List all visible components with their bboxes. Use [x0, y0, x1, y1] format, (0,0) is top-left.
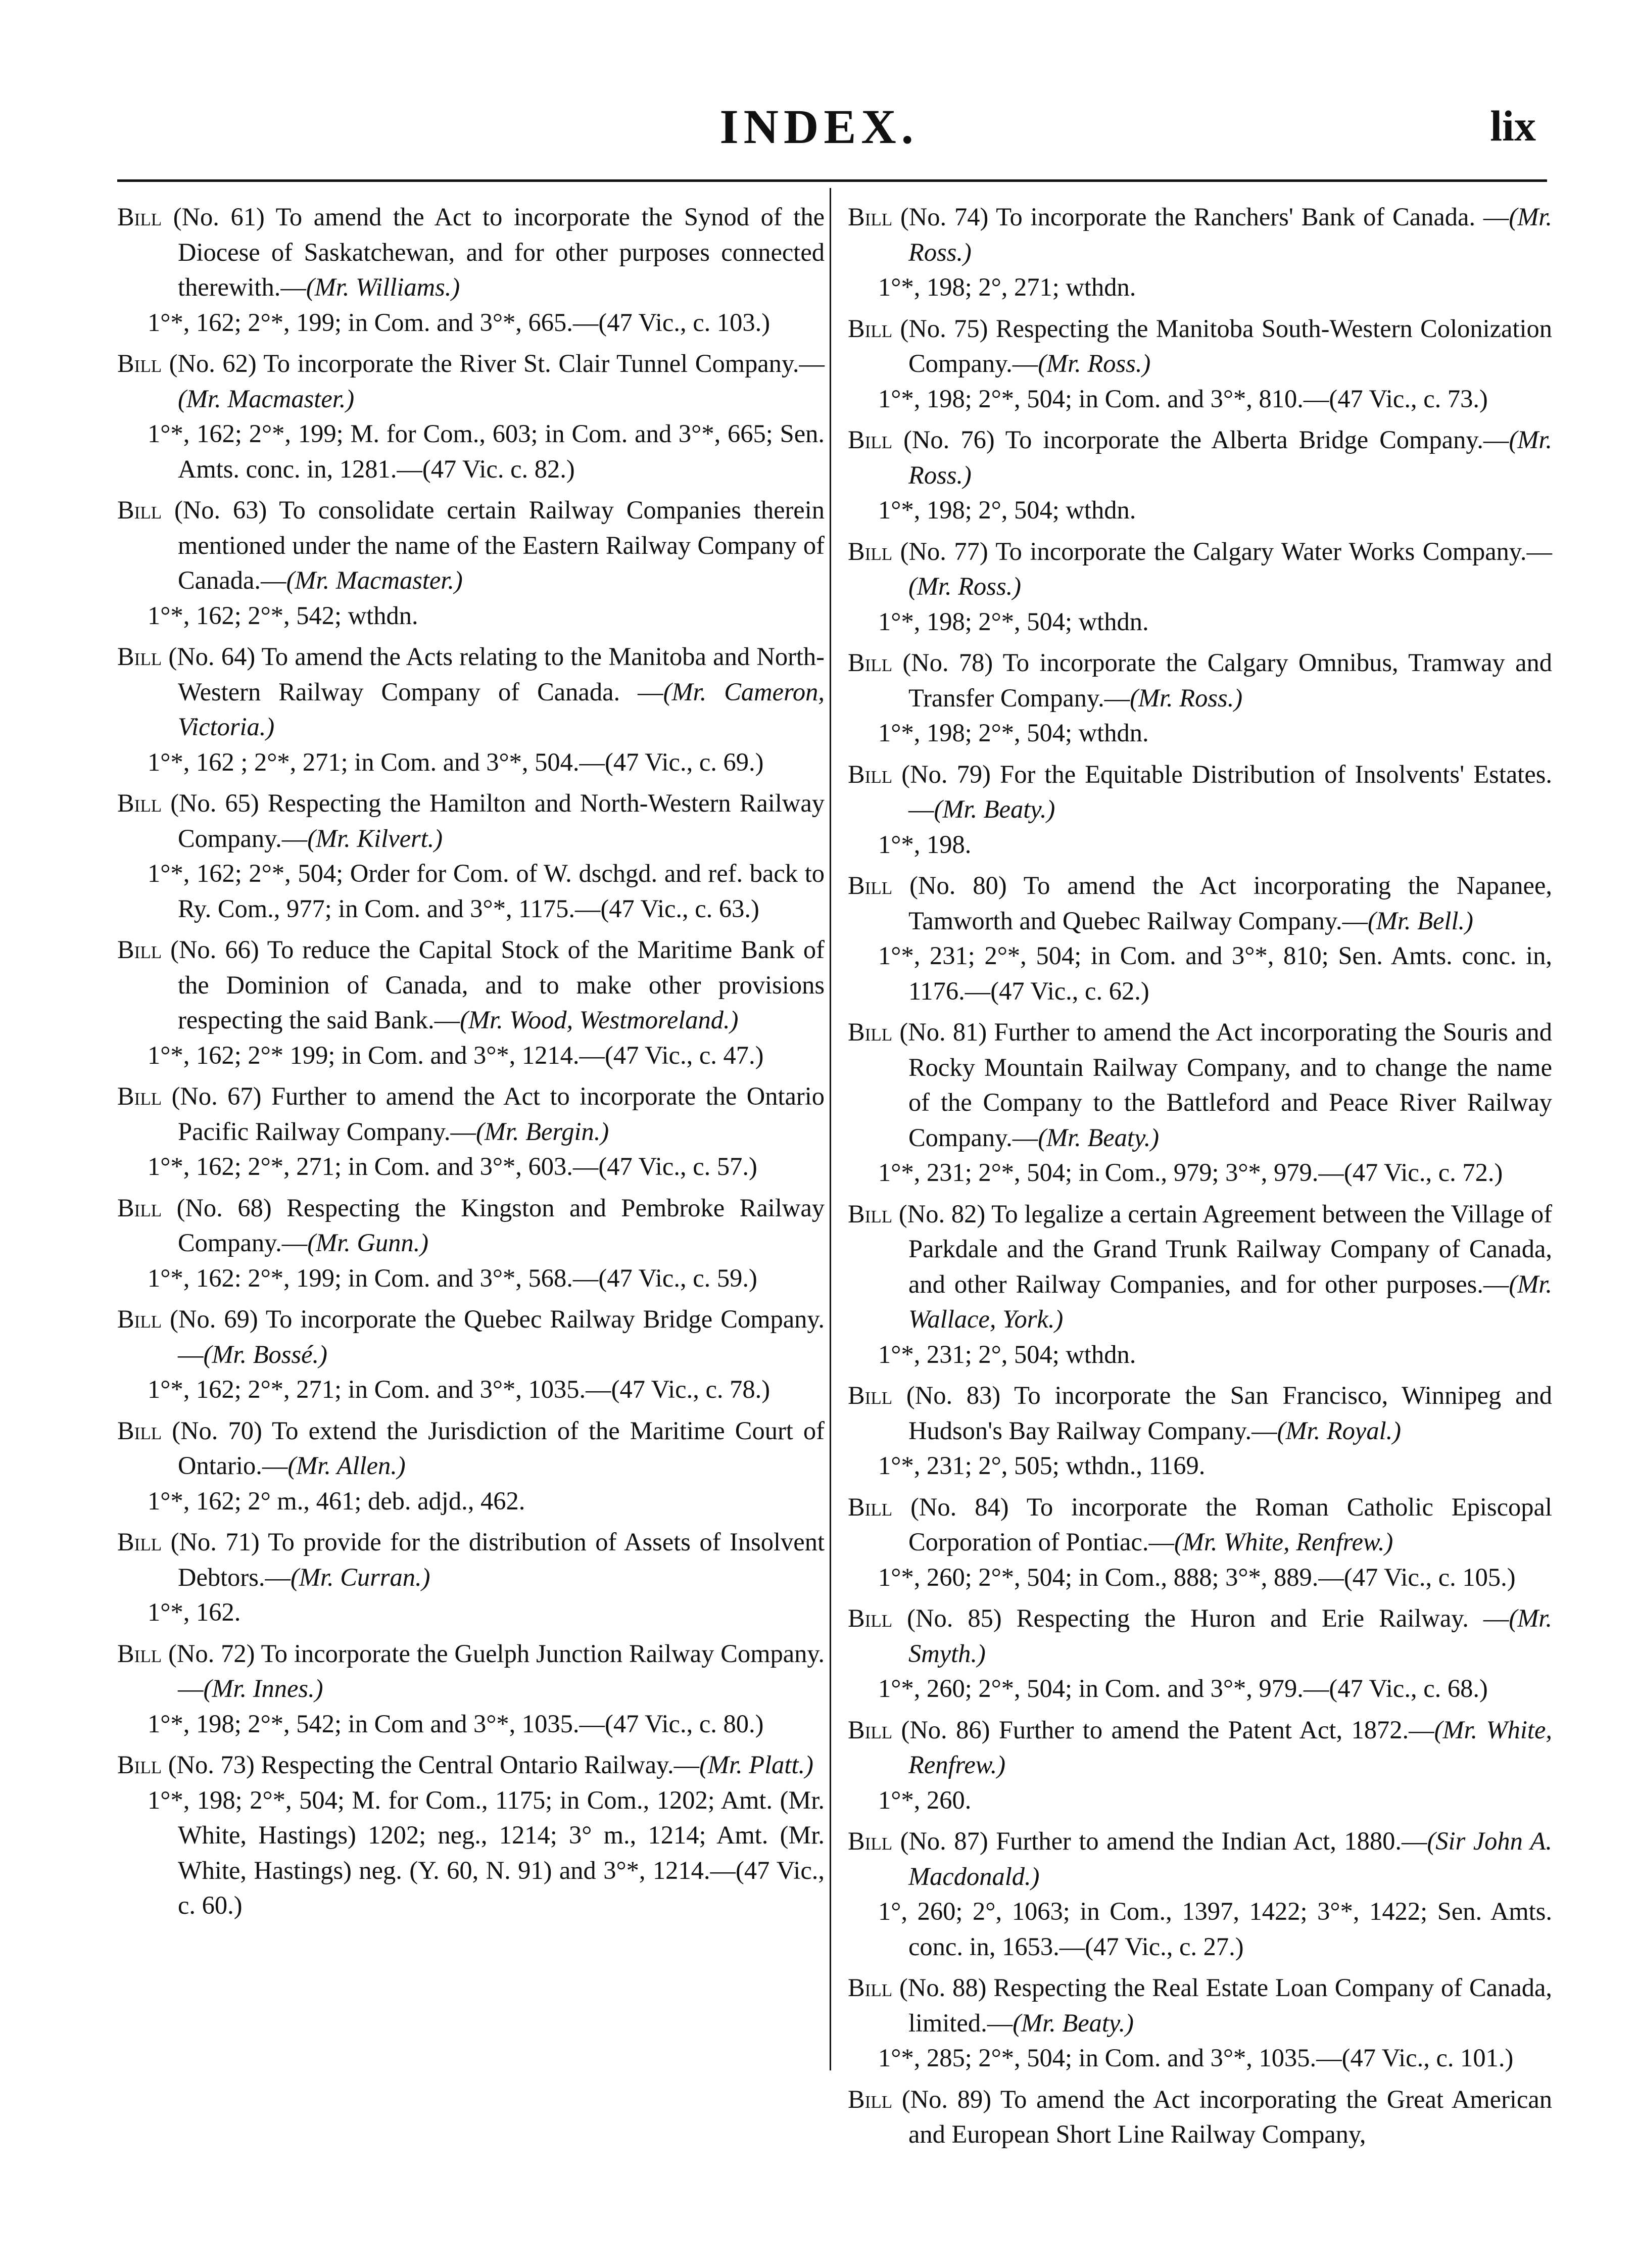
entry-bill-label: Bill: [848, 871, 893, 900]
entry-title: Further to amend the Act incorporating the Souris and Rocky Mountain Railway Company, and to change the name of the Company to the Battleford and Peace River Railway Company.—: [908, 1018, 1552, 1152]
entry-heading: [117, 1413, 825, 1484]
entry-bill-label: Bill: [848, 426, 893, 454]
entry-title: To amend the Act to incorporate the Synod of the Diocese of Saskatchewan, and for other purposes connected therewith.—: [178, 203, 825, 301]
entry-record: 1°*, 198; 2°, 504; wthdn.: [878, 496, 1136, 524]
entry-sponsor: (Mr. White, Renfrew.): [1174, 1528, 1393, 1556]
index-entry: [117, 1413, 825, 1519]
entry-heading: [848, 1713, 1552, 1783]
entry-heading: [848, 1601, 1552, 1671]
entry-record: 1°*, 198; 2°*, 504; wthdn.: [878, 719, 1149, 747]
entry-bill-label: Bill: [848, 1492, 893, 1521]
entry-record: 1°*, 198; 2°, 271; wthdn.: [878, 273, 1136, 301]
index-entry: [848, 868, 1552, 1009]
entry-bill-number: (No. 86): [901, 1715, 990, 1744]
entry-bill-number: (No. 79): [901, 760, 991, 788]
column-divider: [830, 188, 831, 2070]
entry-title: Further to amend the Patent Act, 1872.—: [998, 1715, 1434, 1744]
entry-heading: [848, 757, 1552, 827]
entry-heading: [117, 1302, 825, 1372]
entry-heading: [117, 346, 825, 416]
entry-bill-number: (No. 64): [168, 642, 256, 671]
entry-bill-label: Bill: [848, 1827, 893, 1855]
entry-bill-label: Bill: [848, 1199, 893, 1228]
entry-sponsor: (Mr. Gunn.): [307, 1228, 429, 1257]
index-entry: [117, 639, 825, 780]
entry-bill-label: Bill: [117, 203, 162, 231]
entry-title: To incorporate the River St. Clair Tunnel Company.—: [263, 349, 825, 377]
entry-bill-number: (No. 72): [168, 1639, 255, 1668]
index-entry: [117, 1302, 825, 1407]
index-entry: [117, 200, 825, 340]
index-entry: [117, 932, 825, 1073]
entry-sponsor: (Mr. Curran.): [291, 1563, 430, 1591]
entry-heading: [848, 1824, 1552, 1894]
entry-bill-label: Bill: [117, 1528, 162, 1556]
entry-record: 1°*, 231; 2°, 504; wthdn.: [878, 1340, 1136, 1368]
entry-sponsor: (Mr. White, Renfrew.): [908, 1715, 1552, 1779]
entry-title: To incorporate the Guelph Junction Railway Company.—: [178, 1639, 825, 1703]
entry-bill-label: Bill: [117, 1193, 162, 1222]
entry-bill-label: Bill: [848, 537, 893, 565]
entry-bill-number: (No. 81): [899, 1018, 987, 1046]
page-title: INDEX.: [719, 100, 919, 154]
entry-bill-number: (No. 83): [906, 1381, 1001, 1409]
entry-title: To incorporate the Calgary Omnibus, Tramway and Transfer Company.—: [908, 648, 1552, 712]
entry-bill-number: (No. 75): [900, 314, 988, 343]
entry-bill-label: Bill: [848, 1715, 893, 1744]
entry-sponsor: (Mr. Williams.): [306, 273, 460, 301]
entry-sponsor: (Sir John A. Macdonald.): [908, 1827, 1553, 1891]
entry-heading: [848, 200, 1552, 270]
entry-title: To legalize a certain Agreement between the Village of Parkdale and the Grand Trunk Railway Company of Canada, and other Railway Companies, and for other purposes.—: [908, 1199, 1553, 1298]
entry-record: 1°*, 162.: [148, 1598, 241, 1626]
entry-heading: [848, 1970, 1552, 2041]
entry-title: To provide for the distribution of Assets of Insolvent Debtors.—: [178, 1528, 825, 1591]
index-entry: [117, 1747, 825, 1923]
entry-sponsor: (Mr. Beaty.): [1038, 1123, 1160, 1152]
entry-sponsor: (Mr. Ross.): [908, 203, 1552, 266]
entry-bill-number: (No. 62): [169, 349, 257, 377]
index-entry: [848, 757, 1552, 863]
entry-bill-number: (No. 66): [170, 935, 259, 964]
entry-heading: [848, 534, 1552, 604]
entry-bill-label: Bill: [848, 203, 893, 231]
entry-sponsor: (Mr. Bergin.): [475, 1117, 609, 1146]
entry-record: 1°, 260; 2°, 1063; in Com., 1397, 1422; 3°*, 1422; Sen. Amts. conc. in, 1653.—(47 Vic., c. 27.): [878, 1897, 1552, 1961]
entry-bill-number: (No. 68): [176, 1193, 272, 1222]
entry-heading: [117, 786, 825, 856]
index-entry: [848, 2082, 1552, 2152]
entry-record: 1°*, 162; 2°*, 542; wthdn.: [148, 601, 418, 630]
entry-record: 1°*, 260; 2°*, 504; in Com., 888; 3°*, 889.—(47 Vic., c. 105.): [878, 1563, 1516, 1591]
entry-record: 1°*, 198.: [878, 830, 972, 859]
entry-title: To incorporate the Roman Catholic Episcopal Corporation of Pontiac.—: [908, 1492, 1553, 1556]
entry-bill-label: Bill: [117, 1639, 162, 1668]
entry-bill-number: (No. 70): [172, 1416, 262, 1445]
index-entry: [848, 645, 1552, 751]
entry-bill-label: Bill: [117, 349, 162, 377]
entry-sponsor: (Mr. Platt.): [699, 1751, 813, 1779]
entry-title: To extend the Jurisdiction of the Maritime Court of Ontario.—: [178, 1416, 825, 1480]
entry-record: 1°*, 231; 2°, 505; wthdn., 1169.: [878, 1451, 1206, 1480]
entry-bill-label: Bill: [117, 1751, 162, 1779]
entry-sponsor: (Mr. Beaty.): [1013, 2008, 1134, 2037]
index-entry: [117, 493, 825, 633]
index-entry: [848, 1601, 1552, 1707]
index-entry: [848, 1824, 1552, 1964]
index-entry: [848, 1713, 1552, 1818]
entry-bill-number: (No. 71): [170, 1528, 260, 1556]
entry-bill-label: Bill: [848, 648, 893, 677]
entry-sponsor: (Mr. Wood, Westmoreland.): [460, 1006, 739, 1034]
entry-bill-number: (No. 77): [900, 537, 988, 565]
entry-bill-label: Bill: [848, 1381, 893, 1409]
entry-sponsor: (Mr. Macmaster.): [286, 566, 463, 594]
entry-bill-number: (No. 82): [898, 1199, 986, 1228]
entry-record: 1°*, 198; 2°*, 504; in Com. and 3°*, 810.—(47 Vic., c. 73.): [878, 384, 1488, 413]
entry-sponsor: (Mr. Innes.): [203, 1674, 323, 1703]
entry-sponsor: (Mr. Ross.): [908, 426, 1553, 489]
entry-sponsor: (Mr. Ross.): [1130, 683, 1243, 712]
entry-title: To incorporate the Ranchers' Bank of Canada. —: [996, 203, 1509, 231]
entry-bill-number: (No. 84): [910, 1492, 1009, 1521]
entry-bill-label: Bill: [848, 314, 893, 343]
index-entry: [848, 422, 1552, 528]
entry-heading: [117, 1079, 825, 1149]
index-entry: [117, 1079, 825, 1185]
entry-heading: [848, 1490, 1552, 1560]
index-entry: [848, 1970, 1552, 2076]
entry-bill-number: (No. 63): [174, 496, 267, 524]
index-entry: [848, 1015, 1552, 1191]
entry-bill-number: (No. 67): [171, 1082, 262, 1110]
entry-bill-label: Bill: [848, 1973, 893, 2002]
entry-title: Further to amend the Act to incorporate the Ontario Pacific Railway Company.—: [178, 1082, 825, 1146]
entry-sponsor: (Mr. Cameron, Victoria.): [178, 677, 825, 741]
entry-sponsor: (Mr. Ross.): [908, 572, 1022, 600]
entry-bill-label: Bill: [848, 1604, 893, 1632]
entry-heading: [117, 1525, 825, 1595]
entry-title: Respecting the Kingston and Pembroke Railway Company.—: [178, 1193, 825, 1257]
entry-sponsor: (Mr. Macmaster.): [178, 384, 355, 413]
entry-bill-number: (No. 65): [170, 789, 259, 817]
index-entry: [848, 200, 1552, 305]
entry-record: 1°*, 198; 2°*, 504; M. for Com., 1175; in Com., 1202; Amt. (Mr. White, Hastings) 1202; neg., 1214; 3° m., 1214; Amt. (Mr. White, Hastings) neg. (Y. 60, N. 91) and 3°*, 1214.—(47 Vic., c. 60.): [148, 1785, 825, 1919]
entry-record: 1°*, 162 ; 2°*, 271; in Com. and 3°*, 504.—(47 Vic., c. 69.): [148, 747, 764, 776]
entry-bill-label: Bill: [117, 642, 162, 671]
page-number: lix: [1490, 102, 1536, 150]
entry-sponsor: (Mr. Kilvert.): [307, 824, 443, 853]
entry-bill-number: (No. 76): [903, 426, 995, 454]
entry-heading: [848, 2082, 1552, 2152]
entry-heading: [848, 1378, 1552, 1448]
left-column: [117, 200, 825, 1929]
entry-record: 1°*, 198; 2°*, 504; wthdn.: [878, 607, 1149, 636]
entry-heading: [117, 639, 825, 745]
entry-heading: [848, 422, 1552, 493]
entry-bill-label: Bill: [117, 935, 162, 964]
index-entry: [117, 1191, 825, 1296]
entry-sponsor: (Mr. Bossé.): [203, 1340, 327, 1368]
entry-title: Respecting the Hamilton and North-Western Railway Company.—: [178, 789, 825, 853]
entry-title: To incorporate the Alberta Bridge Company.—: [1005, 426, 1509, 454]
entry-sponsor: (Mr. Allen.): [287, 1451, 406, 1480]
entry-title: To incorporate the San Francisco, Winnipeg and Hudson's Bay Railway Company.—: [908, 1381, 1553, 1445]
entry-heading: [848, 1197, 1552, 1337]
entry-bill-number: (No. 89): [901, 2085, 992, 2113]
entry-record: 1°*, 162: 2°*, 199; in Com. and 3°*, 568.—(47 Vic., c. 59.): [148, 1263, 757, 1292]
right-column: [848, 200, 1552, 2158]
entry-record: 1°*, 162; 2°*, 199; in Com. and 3°*, 665.—(47 Vic., c. 103.): [148, 308, 770, 337]
entry-sponsor: (Mr. Ross.): [1038, 349, 1151, 377]
entry-heading: [117, 200, 825, 305]
entry-bill-number: (No. 69): [170, 1305, 258, 1333]
entry-sponsor: (Mr. Wallace, York.): [908, 1269, 1552, 1333]
header-rule: [117, 179, 1547, 182]
page-header: [0, 99, 1638, 169]
entry-record: 1°*, 162; 2°* 199; in Com. and 3°*, 1214.—(47 Vic., c. 47.): [148, 1041, 764, 1069]
entry-title: Respecting the Central Ontario Railway.—: [261, 1751, 700, 1779]
entry-bill-label: Bill: [117, 496, 162, 524]
entry-bill-number: (No. 88): [899, 1973, 987, 2002]
entry-record: 1°*, 162; 2°*, 271; in Com. and 3°*, 603.—(47 Vic., c. 57.): [148, 1152, 757, 1180]
entry-heading: [117, 932, 825, 1038]
entry-record: 1°*, 162; 2°*, 504; Order for Com. of W. dschgd. and ref. back to Ry. Com., 977; in Com. and 3°*, 1175.—(47 Vic., c. 63.): [148, 859, 825, 923]
entry-bill-number: (No. 85): [907, 1604, 1002, 1632]
entry-bill-label: Bill: [848, 760, 893, 788]
index-entry: [848, 1197, 1552, 1373]
entry-record: 1°*, 162; 2°*, 271; in Com. and 3°*, 1035.—(47 Vic., c. 78.): [148, 1375, 770, 1403]
entry-bill-number: (No. 80): [909, 871, 1007, 900]
entry-sponsor: (Mr. Beaty.): [934, 795, 1055, 823]
entry-title: To consolidate certain Railway Companies therein mentioned under the name of the Eastern Railway Company of Canada.—: [178, 496, 825, 594]
entry-title: To amend the Acts relating to the Manitoba and North-Western Railway Company of Canada. —: [178, 642, 825, 706]
entry-bill-label: Bill: [848, 2085, 893, 2113]
entry-title: Respecting the Manitoba South-Western Colonization Company.—: [908, 314, 1553, 377]
entry-sponsor: (Mr. Smyth.): [908, 1604, 1552, 1668]
entry-bill-label: Bill: [117, 1305, 162, 1333]
index-entry: [117, 1525, 825, 1630]
entry-record: 1°*, 198; 2°*, 542; in Com and 3°*, 1035.—(47 Vic., c. 80.): [148, 1709, 764, 1738]
entry-title: For the Equitable Distribution of Insolvents' Estates.—: [908, 760, 1553, 823]
entry-title: To amend the Act incorporating the Napanee, Tamworth and Quebec Railway Company.—: [908, 871, 1552, 935]
index-entry: [848, 534, 1552, 640]
entry-title: To incorporate the Quebec Railway Bridge Company.—: [178, 1305, 825, 1368]
index-entry: [117, 346, 825, 487]
entry-title: Further to amend the Indian Act, 1880.—: [996, 1827, 1427, 1855]
index-entry: [117, 786, 825, 926]
entry-bill-number: (No. 74): [900, 203, 989, 231]
entry-heading: [117, 1636, 825, 1707]
entry-record: 1°*, 162; 2° m., 461; deb. adjd., 462.: [148, 1486, 525, 1515]
entry-bill-number: (No. 73): [168, 1751, 255, 1779]
entry-title: To amend the Act incorporating the Great American and European Short Line Railway Company,: [908, 2085, 1553, 2148]
entry-record: 1°*, 260; 2°*, 504; in Com. and 3°*, 979.—(47 Vic., c. 68.): [878, 1674, 1488, 1703]
entry-title: To incorporate the Calgary Water Works Company.—: [995, 537, 1552, 565]
entry-title: Respecting the Real Estate Loan Company of Canada, limited.—: [908, 1973, 1553, 2037]
entry-record: 1°*, 231; 2°*, 504; in Com. and 3°*, 810; Sen. Amts. conc. in, 1176.—(47 Vic., c. 62.): [878, 941, 1552, 1005]
entry-title: Respecting the Huron and Erie Railway. —: [1016, 1604, 1509, 1632]
entry-bill-label: Bill: [117, 789, 162, 817]
entry-bill-number: (No. 78): [902, 648, 993, 677]
entry-heading: [117, 493, 825, 598]
entry-sponsor: (Mr. Royal.): [1277, 1416, 1402, 1445]
index-entry: [117, 1636, 825, 1742]
entry-sponsor: (Mr. Bell.): [1367, 906, 1473, 935]
entry-heading: [848, 645, 1552, 716]
entry-record: 1°*, 162; 2°*, 199; M. for Com., 603; in Com. and 3°*, 665; Sen. Amts. conc. in, 1281.—(47 Vic. c. 82.): [148, 419, 825, 483]
entry-record: 1°*, 285; 2°*, 504; in Com. and 3°*, 1035.—(47 Vic., c. 101.): [878, 2044, 1514, 2072]
entry-record: 1°*, 260.: [878, 1785, 972, 1814]
entry-bill-label: Bill: [848, 1018, 893, 1046]
entry-heading: [117, 1747, 825, 1783]
entry-title: To reduce the Capital Stock of the Maritime Bank of the Dominion of Canada, and to make other provisions respecting the said Bank.—: [178, 935, 825, 1034]
entry-heading: [117, 1191, 825, 1261]
entry-bill-label: Bill: [117, 1416, 162, 1445]
entry-bill-label: Bill: [117, 1082, 162, 1110]
entry-bill-number: (No. 61): [173, 203, 265, 231]
index-entry: [848, 1490, 1552, 1595]
index-entry: [848, 1378, 1552, 1484]
index-entry: [848, 311, 1552, 417]
entry-record: 1°*, 231; 2°*, 504; in Com., 979; 3°*, 979.—(47 Vic., c. 72.): [878, 1158, 1503, 1187]
entry-heading: [848, 1015, 1552, 1155]
entry-bill-number: (No. 87): [900, 1827, 988, 1855]
entry-heading: [848, 868, 1552, 938]
entry-heading: [848, 311, 1552, 382]
